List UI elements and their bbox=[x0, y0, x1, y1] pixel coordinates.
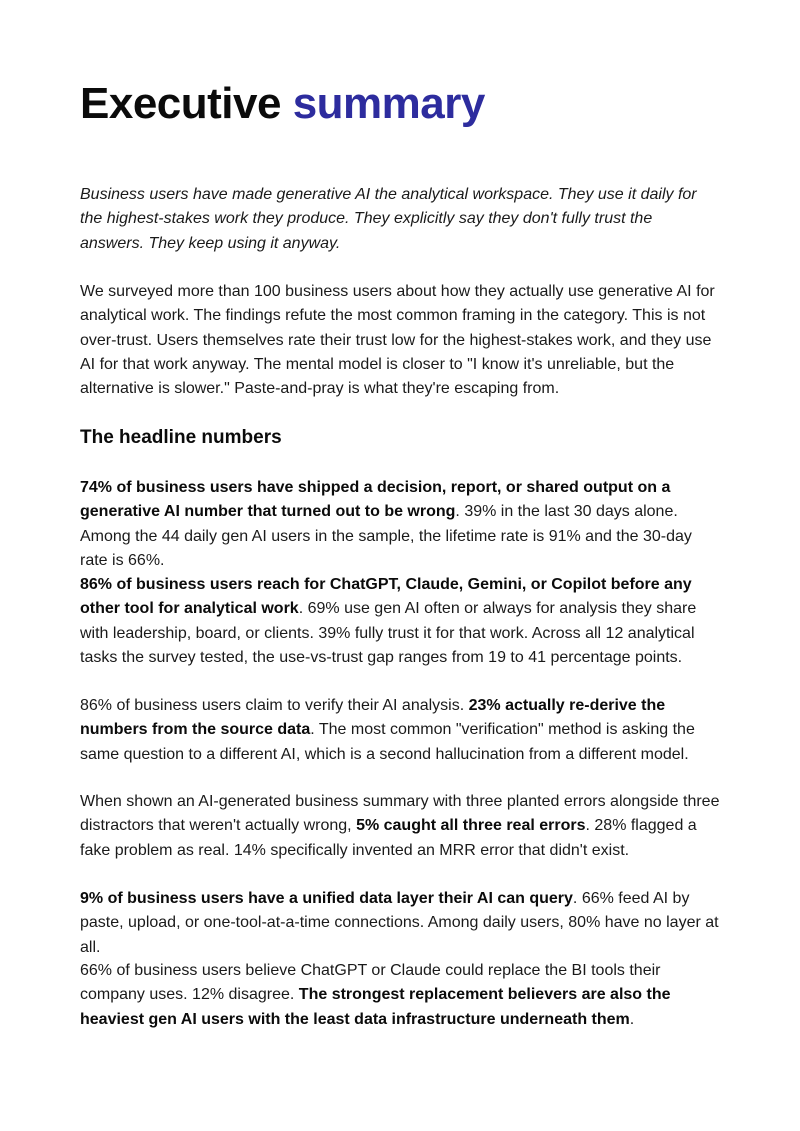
finding-paragraph bbox=[80, 887, 720, 960]
section-heading: The headline numbers bbox=[80, 427, 282, 448]
title-accent: summary bbox=[292, 79, 485, 128]
finding-highlight: The strongest replacement believers are also the heaviest gen AI users with the least data infrastructure underneath them bbox=[80, 986, 671, 1028]
finding-text: . 66% feed AI by paste, upload, or one-tool-at-a-time connections. Among daily users, 80% have no layer at all. bbox=[80, 890, 719, 956]
finding-lead: 9% of business users have a unified data layer their AI can query bbox=[80, 890, 573, 907]
finding-paragraph bbox=[80, 476, 720, 573]
finding-lead: 86% of business users reach for ChatGPT, Claude, Gemini, or Copilot before any other tool for analytical work bbox=[80, 576, 692, 618]
finding-intro-text: 86% of business users claim to verify their AI analysis. bbox=[80, 697, 469, 714]
overview-paragraph: We surveyed more than 100 business users about how they actually use generative AI for analytical work. The findings refute the most common framing in the category. This is not over-trust. Users themselves rate their trust low for the highest-stakes work, and they use AI for that work anyway. The mental model is closer to "I know it's unreliable, but the alternative is slower." Paste-and-pray is what they're escaping from. bbox=[80, 283, 715, 398]
finding-text: . 28% flagged a fake problem as real. 14% specifically invented an MRR error that didn't exist. bbox=[80, 817, 697, 859]
finding-highlight: 23% actually re-derive the numbers from the source data bbox=[80, 697, 666, 739]
finding-text: . The most common "verification" method is asking the same question to a different AI, which is a second hallucination from a different model. bbox=[80, 721, 695, 763]
finding-paragraph bbox=[80, 694, 720, 767]
finding-text: . 69% use gen AI often or always for analysis they share with leadership, board, or clients. 39% fully trust it for that work. Across all 12 analytical tasks the survey tested, the use-vs-trust gap ranges from 19 to 41 percentage points. bbox=[80, 600, 697, 666]
finding-lead: 74% of business users have shipped a decision, report, or shared output on a generative AI number that turned out to be wrong bbox=[80, 479, 671, 521]
finding-text: . bbox=[629, 1010, 635, 1028]
finding-paragraph bbox=[80, 573, 720, 670]
finding-paragraph bbox=[80, 790, 720, 863]
finding-highlight: 5% caught all three real errors bbox=[356, 817, 586, 835]
finding-intro-text: When shown an AI-generated business summary with three planted errors alongside three distractors that weren't actually wrong, bbox=[80, 793, 720, 835]
finding-text: . 39% in the last 30 days alone. Among the 44 daily gen AI users in the sample, the lifetime rate is 91% and the 30-day rate is 66%. bbox=[80, 503, 692, 569]
title-main: Executive bbox=[80, 79, 281, 128]
finding-paragraph bbox=[80, 959, 720, 1032]
finding-intro-text: 66% of business users believe ChatGPT or Claude could replace the BI tools their company uses. 12% disagree. bbox=[80, 962, 661, 1004]
intro-paragraph: Business users have made generative AI the analytical workspace. They use it daily for the highest-stakes work they produce. They explicitly say they don't fully trust the answers. They keep using it anyway. bbox=[80, 186, 697, 252]
page-title bbox=[80, 78, 485, 130]
